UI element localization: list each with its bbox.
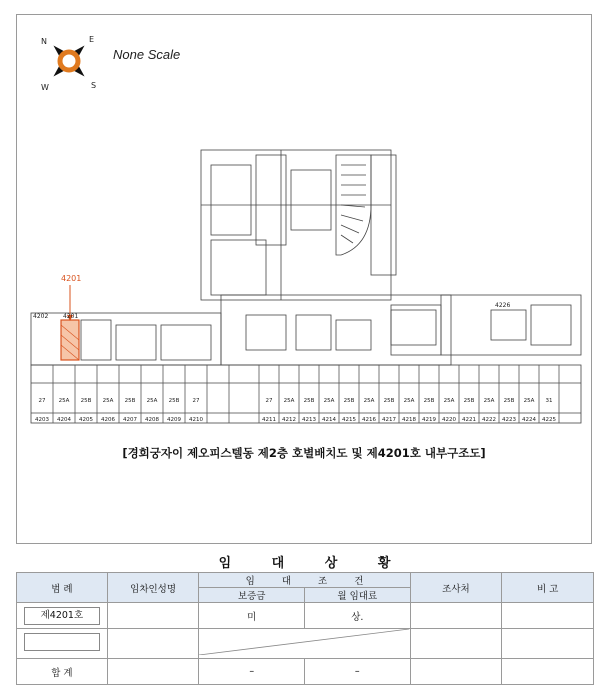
row2-diagonal	[199, 629, 409, 655]
unit-label-right-12: 4223	[502, 417, 516, 423]
unit-label-left-6: 4209	[167, 417, 181, 423]
area-code-right-3: 25A	[323, 398, 335, 404]
row1-remarks	[502, 603, 594, 629]
compass-letter-w: W	[41, 83, 49, 92]
area-code-left-5: 25A	[146, 398, 158, 404]
lease-status-table	[16, 572, 594, 685]
label-4202: 4202	[33, 313, 49, 320]
unit-label-right-7: 4218	[402, 417, 416, 423]
scale-note: None Scale	[113, 47, 181, 62]
compass-letter-n: N	[41, 37, 47, 46]
header-remarks: 비 고	[502, 573, 594, 603]
unit-label-right-9: 4220	[442, 417, 456, 423]
unit-label-right-1: 4212	[282, 417, 296, 423]
area-code-left-1: 25A	[58, 398, 70, 404]
unit-label-right-0: 4211	[262, 417, 276, 423]
unit-4201-highlight	[61, 320, 79, 360]
unit-label-right-5: 4216	[362, 417, 376, 423]
header-tenant: 임차인성명	[107, 573, 199, 603]
row1-deposit: 미	[199, 603, 305, 629]
header-conditions: 임 대 조 건	[199, 573, 410, 588]
area-code-right-11: 25A	[483, 398, 495, 404]
area-code-left-4: 25B	[124, 398, 136, 404]
compass-letter-e: E	[89, 35, 95, 44]
unit-label-right-3: 4214	[322, 417, 336, 423]
unit-label-right-14: 4225	[542, 417, 556, 423]
area-code-left-3: 25A	[102, 398, 114, 404]
area-code-right-14: 31	[545, 398, 553, 404]
row2-conditions	[199, 629, 410, 659]
row1-unit: 제4201호	[24, 607, 100, 625]
unit-label-left-5: 4208	[145, 417, 159, 423]
unit-label-left-2: 4205	[79, 417, 93, 423]
area-code-right-10: 25B	[463, 398, 475, 404]
header-deposit: 보증금	[199, 588, 305, 603]
total-tenant	[107, 659, 199, 685]
total-deposit: –	[199, 659, 305, 685]
row2-surveyor	[410, 629, 502, 659]
plan-caption: [경희궁자이 제오피스텔동 제2층 호별배치도 및 제4201호 내부구조도]	[122, 446, 486, 460]
header-surveyor: 조사처	[410, 573, 502, 603]
unit-label-left-7: 4210	[189, 417, 203, 423]
area-code-left-7: 27	[192, 398, 200, 404]
total-rent: –	[305, 659, 411, 685]
unit-label-right-13: 4224	[522, 417, 536, 423]
total-remarks	[502, 659, 594, 685]
row2-unit-cell	[17, 629, 108, 659]
area-code-right-8: 25B	[423, 398, 435, 404]
area-code-right-7: 25A	[403, 398, 415, 404]
total-label: 합 계	[17, 659, 108, 685]
row1-unit-cell	[17, 603, 108, 629]
highlight-label: 4201	[61, 274, 82, 283]
unit-label-left-4: 4207	[123, 417, 137, 423]
floor-plan-drawing	[21, 145, 587, 425]
header-monthly-rent: 월 임대료	[305, 588, 411, 603]
unit-label-right-10: 4221	[462, 417, 476, 423]
unit-label-right-8: 4219	[422, 417, 436, 423]
compass-rose	[39, 31, 99, 91]
unit-label-left-0: 4203	[35, 417, 49, 423]
label-4201: 4201	[63, 313, 79, 320]
floor-plan-frame	[16, 14, 592, 544]
area-code-left-0: 27	[38, 398, 46, 404]
unit-label-right-2: 4213	[302, 417, 316, 423]
unit-label-right-6: 4217	[382, 417, 396, 423]
area-code-right-13: 25A	[523, 398, 535, 404]
area-code-right-9: 25A	[443, 398, 455, 404]
area-code-left-6: 25B	[168, 398, 180, 404]
area-code-right-12: 25B	[503, 398, 515, 404]
unit-label-right-4: 4215	[342, 417, 356, 423]
area-code-right-5: 25A	[363, 398, 375, 404]
row1-tenant	[107, 603, 199, 629]
unit-label-right-11: 4222	[482, 417, 496, 423]
row2-remarks	[502, 629, 594, 659]
row2-unit	[24, 633, 100, 651]
area-code-left-2: 25B	[80, 398, 92, 404]
row2-tenant	[107, 629, 199, 659]
lease-status-title: 임 대 상 황	[218, 556, 409, 571]
area-code-right-6: 25B	[383, 398, 395, 404]
total-surveyor	[410, 659, 502, 685]
row1-surveyor	[410, 603, 502, 629]
compass-letter-s: S	[91, 81, 97, 90]
unit-label-left-3: 4206	[101, 417, 115, 423]
area-code-right-4: 25B	[343, 398, 355, 404]
area-code-right-2: 25B	[303, 398, 315, 404]
area-code-right-1: 25A	[283, 398, 295, 404]
label-4226: 4226	[495, 302, 511, 309]
row1-rent: 상.	[305, 603, 411, 629]
header-unit: 범 례	[17, 573, 108, 603]
unit-label-left-1: 4204	[57, 417, 71, 423]
area-code-right-0: 27	[265, 398, 273, 404]
